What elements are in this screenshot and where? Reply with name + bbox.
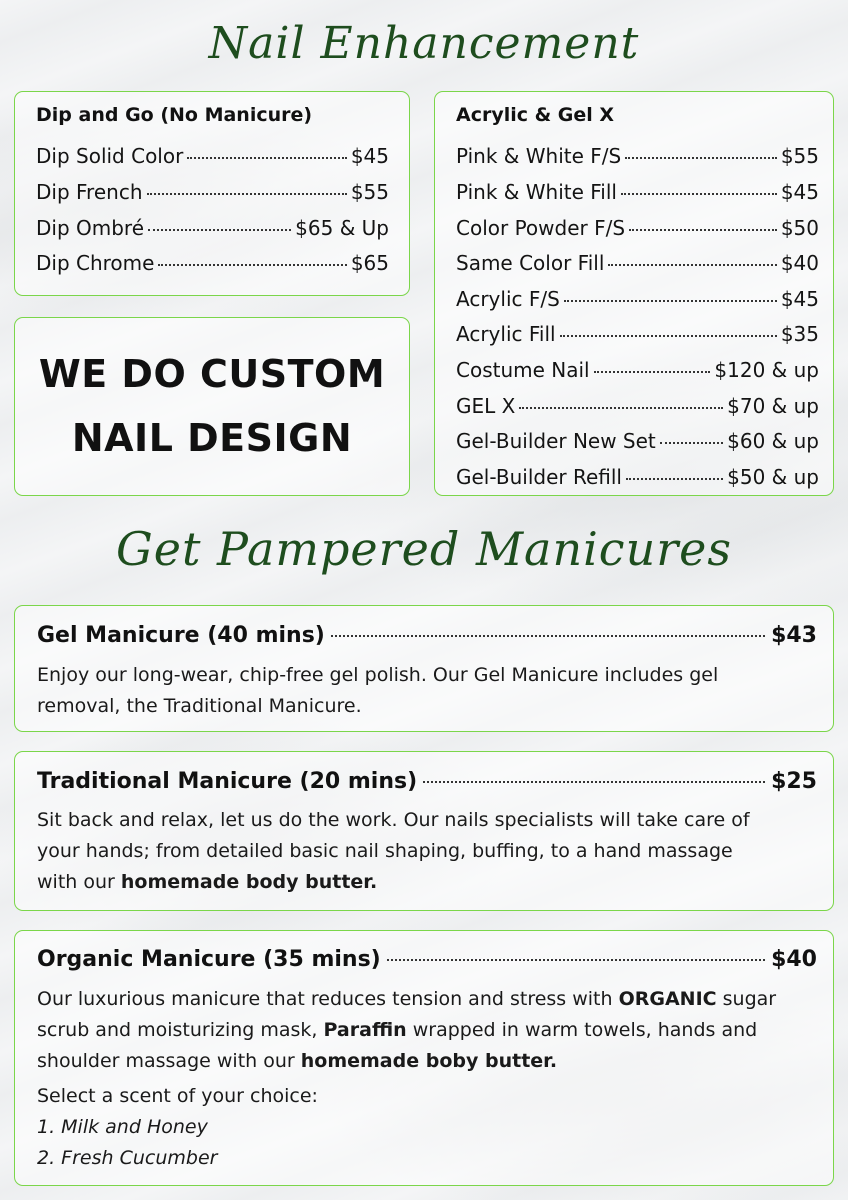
- dot-leader: [387, 959, 765, 961]
- price-row: [456, 216, 819, 240]
- price-row: [456, 251, 819, 275]
- item-name: Acrylic Fill: [456, 322, 556, 346]
- custom-line-2: NAIL DESIGN: [71, 416, 353, 460]
- item-price: $40: [780, 251, 819, 275]
- item-price: $35: [780, 322, 819, 346]
- dot-leader: [629, 229, 777, 231]
- price-row: [456, 465, 819, 489]
- dot-leader: [626, 478, 723, 480]
- dot-leader: [158, 264, 346, 266]
- item-price: $120 & up: [714, 358, 819, 382]
- item-name: Gel-Builder Refill: [456, 465, 622, 489]
- item-name: Dip French: [36, 180, 143, 204]
- gel-manicure-description: Enjoy our long-wear, chip-free gel polish. Our Gel Manicure includes gel removal, the Traditional Manicure.: [37, 664, 719, 717]
- dot-leader: [660, 442, 723, 444]
- item-price: $50 & up: [727, 465, 819, 489]
- organic-desc-text: Our luxurious manicure that reduces tension and stress with: [37, 988, 619, 1010]
- item-name: Costume Nail: [456, 358, 590, 382]
- organic-desc-bold: Paraffin: [323, 1019, 407, 1041]
- dot-leader: [560, 335, 777, 337]
- item-name: Pink & White Fill: [456, 180, 617, 204]
- item-name: Color Powder F/S: [456, 216, 626, 240]
- organic-desc-text: sugar scrub and moisturizing mask,: [37, 988, 777, 1041]
- dot-leader: [564, 300, 777, 302]
- dot-leader: [331, 635, 765, 637]
- price-row: [456, 429, 819, 453]
- acrylic-gel-x-box: [434, 91, 834, 496]
- gel-manicure-title-row: [37, 623, 817, 648]
- gel-manicure-box: [14, 605, 834, 732]
- price-row: [36, 180, 389, 204]
- acrylic-heading: Acrylic & Gel X: [456, 104, 615, 126]
- organic-desc-bold: homemade boby butter.: [300, 1050, 558, 1072]
- scent-option-1: 1. Milk and Honey: [37, 1116, 208, 1138]
- price-row: [456, 180, 819, 204]
- traditional-manicure-description: [37, 805, 777, 898]
- price-row: [456, 287, 819, 311]
- organic-manicure-price: $40: [771, 947, 817, 972]
- dot-leader: [147, 193, 347, 195]
- organic-manicure-description: [37, 984, 803, 1077]
- item-price: $50: [780, 216, 819, 240]
- price-row: [36, 144, 389, 168]
- scent-option-2: 2. Fresh Cucumber: [37, 1147, 218, 1169]
- traditional-manicure-box: [14, 751, 834, 911]
- price-row: [36, 216, 389, 240]
- dot-leader: [423, 781, 765, 783]
- organic-manicure-title: Organic Manicure (35 mins): [37, 947, 381, 972]
- nail-enhancement-title: Nail Enhancement: [208, 18, 640, 69]
- item-price: $45: [780, 180, 819, 204]
- item-price: $65 & Up: [295, 216, 389, 240]
- price-row: [36, 251, 389, 275]
- organic-manicure-title-row: [37, 947, 817, 972]
- item-price: $55: [350, 180, 389, 204]
- custom-line-1: WE DO CUSTOM: [38, 352, 386, 396]
- price-row: [456, 322, 819, 346]
- item-price: $55: [780, 144, 819, 168]
- dip-heading: Dip and Go (No Manicure): [36, 104, 313, 126]
- dot-leader: [608, 264, 776, 266]
- traditional-manicure-title-row: [37, 769, 817, 794]
- item-name: Gel-Builder New Set: [456, 429, 656, 453]
- traditional-manicure-title: Traditional Manicure (20 mins): [37, 769, 418, 794]
- price-row: [456, 394, 819, 418]
- dot-leader: [519, 407, 723, 409]
- price-row: [456, 358, 819, 382]
- dip-and-go-box: [14, 91, 410, 296]
- item-name: GEL X: [456, 394, 516, 418]
- dot-leader: [187, 157, 346, 159]
- item-price: $45: [780, 287, 819, 311]
- dot-leader: [148, 229, 291, 231]
- item-price: $65: [350, 251, 389, 275]
- item-name: Pink & White F/S: [456, 144, 622, 168]
- organic-manicure-box: [14, 930, 834, 1186]
- item-name: Same Color Fill: [456, 251, 605, 275]
- item-name: Dip Solid Color: [36, 144, 184, 168]
- item-name: Acrylic F/S: [456, 287, 560, 311]
- traditional-manicure-price: $25: [771, 769, 817, 794]
- traditional-desc-bold: homemade body butter.: [120, 871, 378, 893]
- item-name: Dip Ombré: [36, 216, 145, 240]
- organic-desc-text: wrapped in warm towels, hands and shoulder massage with our: [37, 1019, 758, 1072]
- item-price: $45: [350, 144, 389, 168]
- item-price: $70 & up: [727, 394, 819, 418]
- dot-leader: [621, 193, 777, 195]
- custom-design-box: [14, 317, 410, 496]
- organic-desc-bold: ORGANIC: [618, 988, 717, 1010]
- dot-leader: [625, 157, 777, 159]
- gel-manicure-price: $43: [771, 623, 817, 648]
- item-name: Dip Chrome: [36, 251, 155, 275]
- traditional-desc-text: Sit back and relax, let us do the work. Our nails specialists will take care of your hands; from detailed basic nail shaping, buffing, to a hand massage with our: [37, 809, 750, 893]
- scent-label: Select a scent of your choice:: [37, 1085, 318, 1107]
- pampered-manicures-title: Get Pampered Manicures: [115, 522, 733, 576]
- dot-leader: [594, 371, 711, 373]
- price-row: [456, 144, 819, 168]
- gel-manicure-title: Gel Manicure (40 mins): [37, 623, 325, 648]
- item-price: $60 & up: [727, 429, 819, 453]
